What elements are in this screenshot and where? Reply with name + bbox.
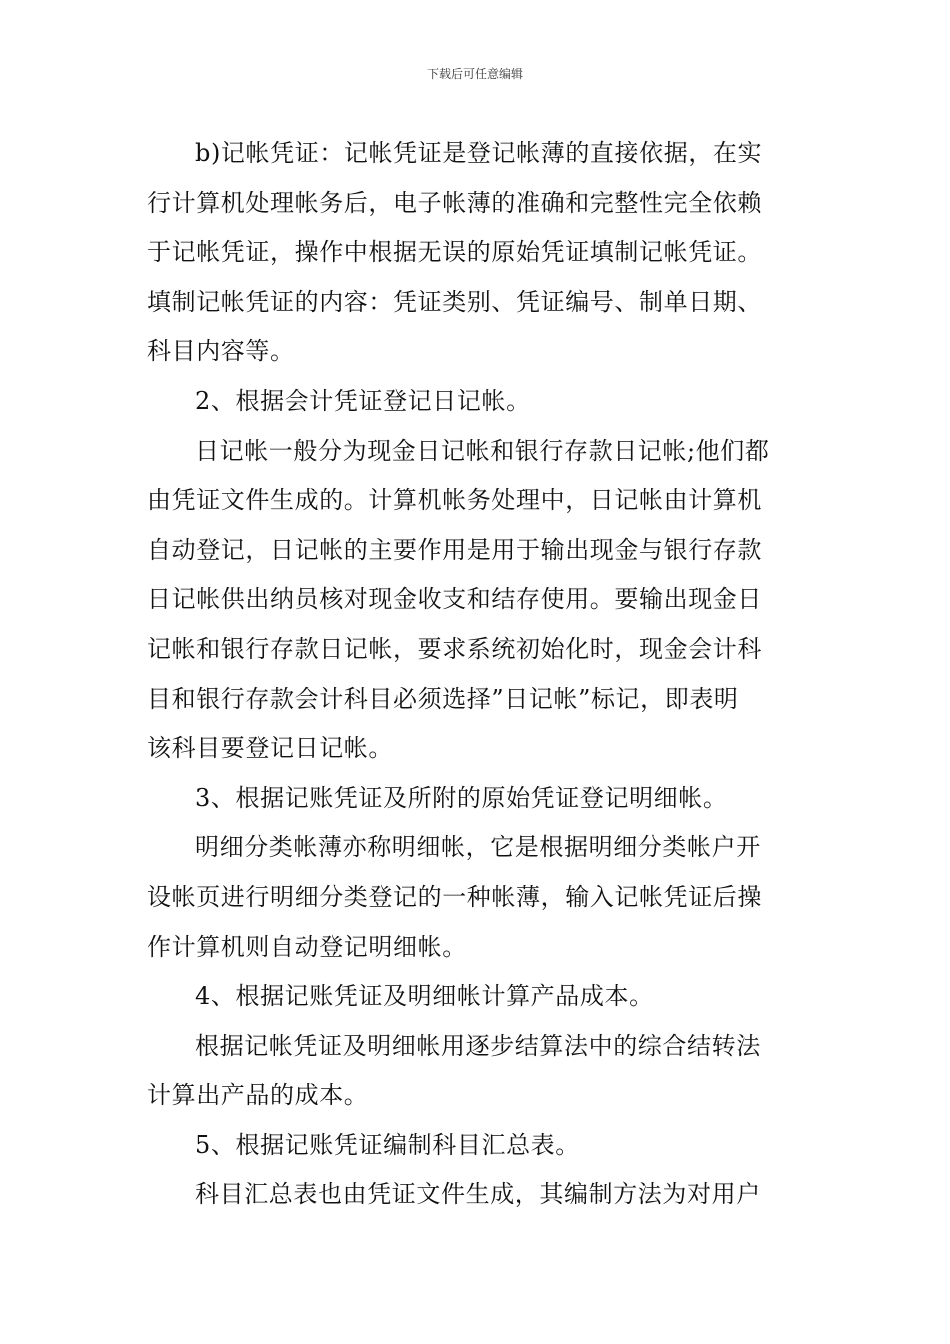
text-line: 该科目要登记日记帐。 bbox=[147, 734, 393, 763]
text-line: 于记帐凭证，操作中根据无误的原始凭证填制记帐凭证。 bbox=[147, 238, 762, 267]
section-heading-3: 3、根据记账凭证及所附的原始凭证登记明细帐。 bbox=[195, 783, 728, 812]
section-heading-5: 5、根据记账凭证编制科目汇总表。 bbox=[195, 1130, 580, 1159]
text-line: 明细分类帐薄亦称明细帐，它是根据明细分类帐户开 bbox=[195, 833, 761, 862]
text-line: 日记帐一般分为现金日记帐和银行存款日记帐;他们都 bbox=[195, 436, 770, 465]
section-heading-4: 4、根据记账凭证及明细帐计算产品成本。 bbox=[195, 982, 654, 1011]
text-line: 记帐和银行存款日记帐，要求系统初始化时，现金会计科 bbox=[147, 634, 762, 663]
text-line: 日记帐供出纳员核对现金收支和结存使用。要输出现金日 bbox=[147, 585, 762, 614]
text-line: 自动登记，日记帐的主要作用是用于输出现金与银行存款 bbox=[147, 535, 762, 564]
text-line: b)记帐凭证：记帐凭证是登记帐薄的直接依据，在实 bbox=[195, 139, 763, 167]
text-line: 科目汇总表也由凭证文件生成，其编制方法为对用户 bbox=[195, 1180, 761, 1209]
text-line: 由凭证文件生成的。计算机帐务处理中，日记帐由计算机 bbox=[147, 486, 762, 515]
text-line: 设帐页进行明细分类登记的一种帐薄，输入记帐凭证后操 bbox=[147, 882, 762, 911]
section-heading-2: 2、根据会计凭证登记日记帐。 bbox=[195, 386, 531, 415]
text-line: 计算出产品的成本。 bbox=[147, 1081, 369, 1110]
page-header: 下载后可任意编辑 bbox=[426, 67, 523, 81]
text-line: 行计算机处理帐务后，电子帐薄的准确和完整性完全依赖 bbox=[147, 188, 762, 217]
text-line: 目和银行存款会计科目必须选择”日记帐”标记，即表明 bbox=[147, 684, 739, 713]
text-line: 填制记帐凭证的内容：凭证类别、凭证编号、制单日期、 bbox=[147, 287, 762, 316]
document-body bbox=[147, 129, 807, 1220]
text-line: 作计算机则自动登记明细帐。 bbox=[147, 932, 467, 961]
text-line: 根据记帐凭证及明细帐用逐步结算法中的综合结转法 bbox=[195, 1031, 761, 1060]
text-line: 科目内容等。 bbox=[147, 337, 295, 366]
